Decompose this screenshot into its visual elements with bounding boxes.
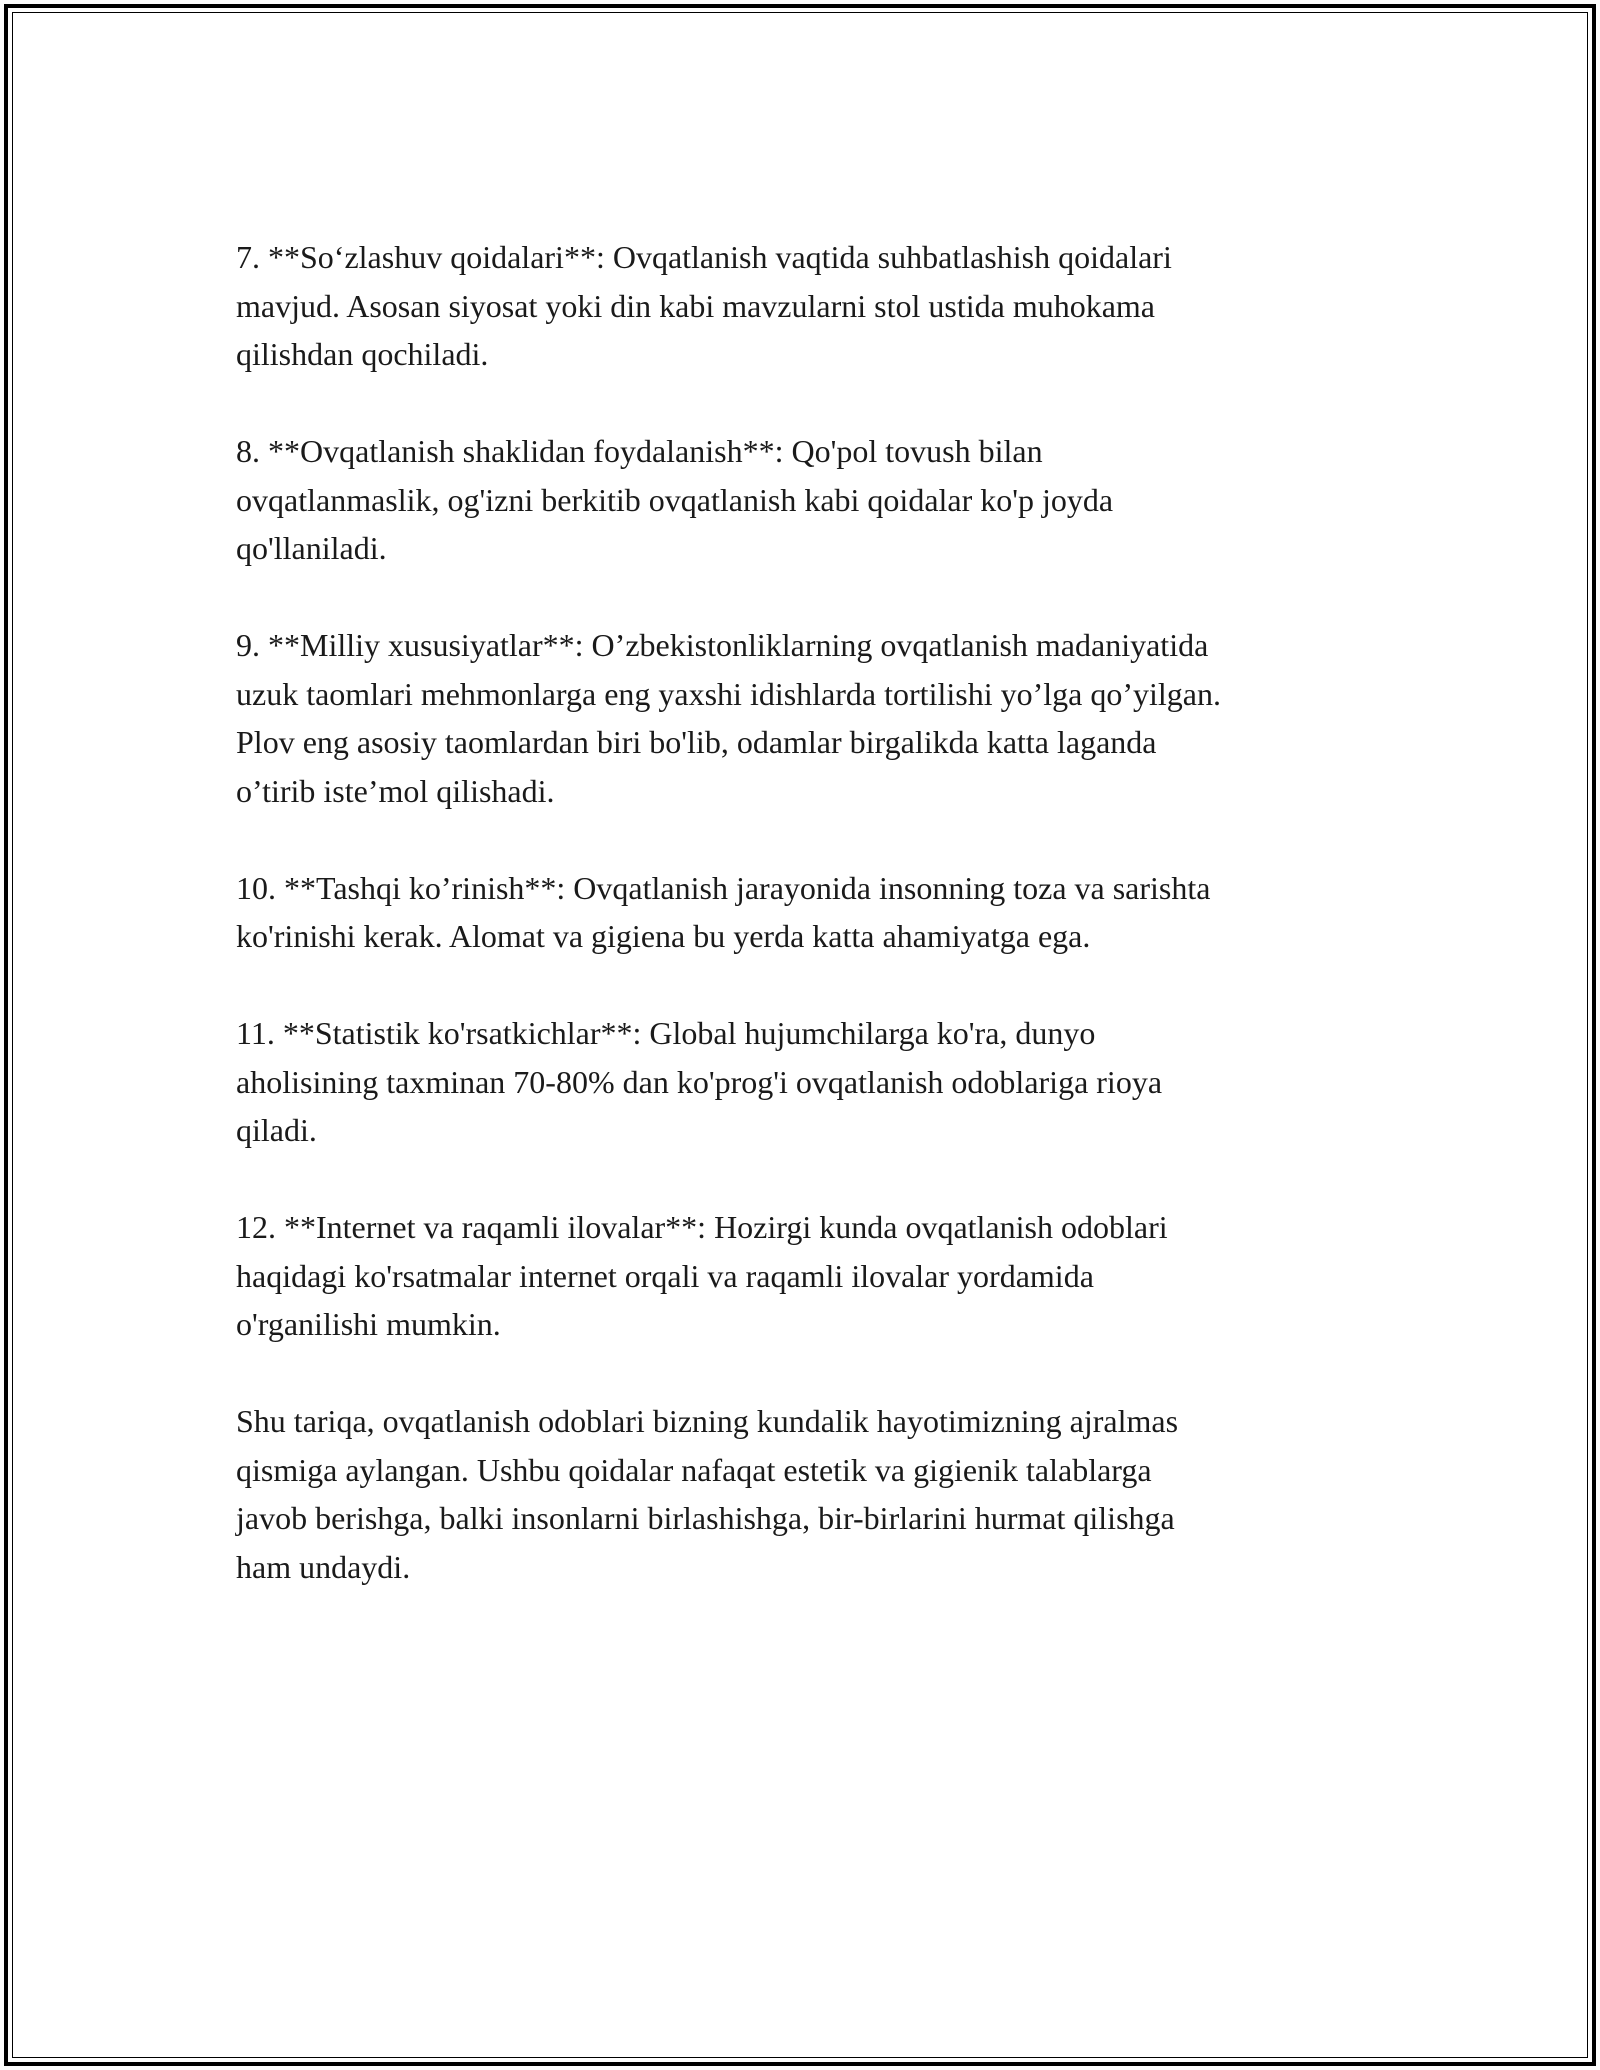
paragraph-item-7: 7. **So‘zlashuv qoidalari**: Ovqatlanish vaqtida suhbatlashish qoidalari mavjud. Asosan siyosat yoki din kabi mavzularni stol ustida muhokama qilishdan qochiladi. bbox=[236, 239, 1172, 372]
paragraph-item-10: 10. **Tashqi ko’rinish**: Ovqatlanish jarayonida insonning toza va sarishta ko'rinishi kerak. Alomat va gigiena bu yerda katta ahamiyatga ega. bbox=[236, 869, 1211, 954]
paragraph-item-12: 12. **Internet va raqamli ilovalar**: Hozirgi kunda ovqatlanish odoblari haqidagi ko'rsatmalar internet orqali va raqamli ilovalar yordamida o'rganilishi mumkin. bbox=[236, 1209, 1168, 1342]
conclusion-paragraph: Shu tariqa, ovqatlanish odoblari bizning kundalik hayotimizning ajralmas qismiga aylangan. Ushbu qoidalar nafaqat estetik va gigienik talablarga javob berishga, balki insonlarni birlashishga, bir-birlarini hurmat qilishga ham undaydi. bbox=[236, 1403, 1179, 1585]
document-body bbox=[236, 233, 1376, 1640]
paragraph-item-11: 11. **Statistik ko'rsatkichlar**: Global hujumchilarga ko'ra, dunyo aholisining taxminan 70-80% dan ko'prog'i ovqatlanish odoblariga rioya qiladi. bbox=[236, 1015, 1163, 1148]
paragraph-item-9: 9. **Milliy xususiyatlar**: O’zbekistonliklarning ovqatlanish madaniyatida uzuk taomlari mehmonlarga eng yaxshi idishlarda tortilishi yo’lga qo’yilgan. Plov eng asosiy taomlardan biri bo'lib, odamlar birgalikda katta laganda o’tirib iste’mol qilishadi. bbox=[236, 627, 1221, 809]
paragraph-item-8: 8. **Ovqatlanish shaklidan foydalanish**: Qo'pol tovush bilan ovqatlanmaslik, og'izni berkitib ovqatlanish kabi qoidalar ko'p joyda qo'llaniladi. bbox=[236, 433, 1114, 566]
